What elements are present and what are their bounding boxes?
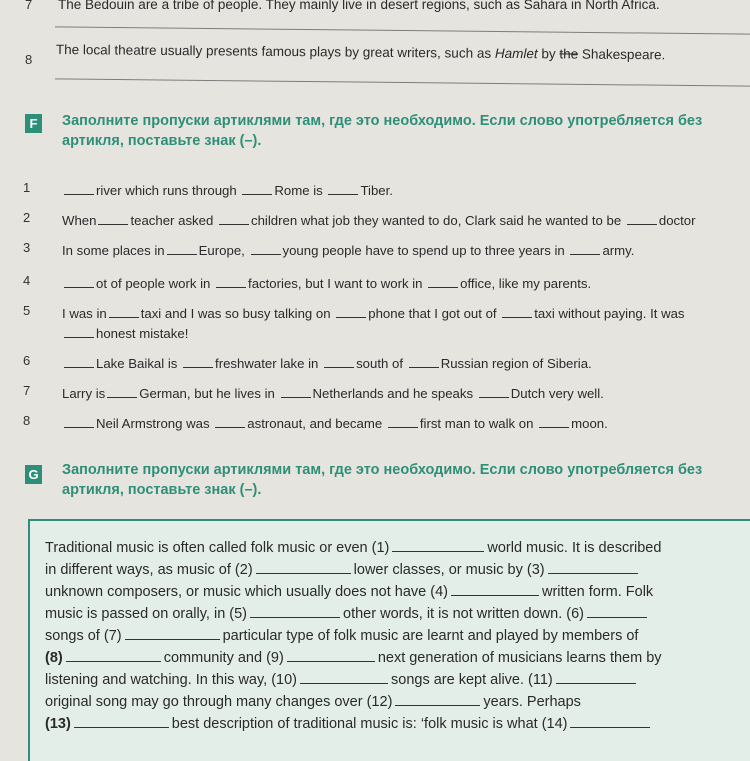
item-number: 7 (23, 383, 31, 398)
text-part: songs are kept alive. (11) (391, 672, 553, 688)
answer-blank[interactable] (125, 638, 220, 640)
answer-blank[interactable] (66, 660, 161, 662)
sentence-part: I was in (62, 306, 107, 321)
sentence-part: doctor (658, 213, 696, 228)
paragraph-line (45, 562, 641, 578)
text-part: (13) (45, 716, 71, 732)
sentence-part: first man to walk on (419, 416, 534, 431)
divider (55, 26, 750, 34)
answer-blank[interactable] (502, 316, 532, 318)
answer-blank[interactable] (287, 660, 375, 662)
sentence-text-continued (62, 323, 188, 345)
section-badge-f: F (25, 114, 42, 133)
text-part: Traditional music is often called folk music or even (1) (45, 540, 390, 556)
answer-blank[interactable] (587, 616, 647, 618)
sentence-part: ot of people work in (96, 276, 211, 291)
sentence-part: honest mistake! (96, 326, 189, 341)
title-line: артикля, поставьте знак (–). (62, 482, 262, 498)
sentence-text (62, 273, 591, 295)
sentence-part: Tiber. (360, 183, 393, 198)
answer-blank[interactable] (215, 426, 245, 428)
answer-blank[interactable] (281, 396, 311, 398)
sentence-part: German, but he lives in (139, 386, 275, 401)
text-part: listening and watching. In this way, (10) (45, 672, 298, 688)
sentence-part: south of (356, 356, 404, 371)
sentence-part: by (537, 46, 560, 62)
text-part: years. Perhaps (483, 694, 581, 710)
answer-blank[interactable] (300, 682, 388, 684)
answer-blank[interactable] (556, 682, 636, 684)
answer-blank[interactable] (109, 316, 139, 318)
sentence-text (62, 353, 592, 375)
text-part: written form. Folk (541, 584, 654, 600)
sentence-part: The local theatre usually presents famous plays by great writers, such as (55, 42, 495, 61)
text-part: in different ways, as music of (2) (45, 562, 253, 578)
answer-blank[interactable] (428, 286, 458, 288)
sentence-part: factories, but I want to work in (248, 276, 423, 291)
sentence-text (56, 42, 665, 62)
text-part: lower classes, or music by (3) (353, 562, 545, 578)
sentence-text (62, 240, 634, 262)
answer-blank[interactable] (395, 704, 480, 706)
answer-blank[interactable] (64, 286, 94, 288)
sentence-part: Hamlet (494, 45, 538, 62)
sentence-text (62, 180, 393, 202)
item-number: 1 (23, 180, 31, 195)
answer-blank[interactable] (251, 253, 281, 255)
answer-blank[interactable] (64, 426, 94, 428)
sentence-part: When (62, 213, 97, 228)
text-part: community and (9) (163, 650, 284, 666)
sentence-part: Lake Baikal is (96, 356, 178, 371)
title-line: артикля, поставьте знак (–). (62, 133, 262, 149)
answer-blank[interactable] (548, 572, 638, 574)
answer-blank[interactable] (256, 572, 351, 574)
paragraph-line (45, 650, 662, 666)
title-line: Заполните пропуски артиклями там, где это необходимо. Если слово употребляется без (62, 462, 703, 478)
answer-blank[interactable] (324, 366, 354, 368)
item-number: 4 (23, 273, 31, 288)
paragraph-line (45, 672, 639, 688)
sentence-part: phone that I got out of (368, 306, 497, 321)
sentence-text (62, 210, 696, 232)
paragraph-line (45, 584, 653, 600)
paragraph-line (45, 540, 661, 556)
item-number: 2 (23, 210, 31, 225)
item-number: 8 (25, 52, 33, 67)
answer-blank[interactable] (98, 223, 128, 225)
answer-blank[interactable] (539, 426, 569, 428)
answer-blank[interactable] (167, 253, 197, 255)
sentence-part: Dutch very well. (510, 386, 604, 401)
sentence-part: teacher asked (130, 213, 214, 228)
paragraph-line (45, 606, 650, 622)
answer-blank[interactable] (336, 316, 366, 318)
item-number: 8 (23, 413, 31, 428)
answer-blank[interactable] (242, 193, 272, 195)
sentence-part: river which runs through (96, 183, 237, 198)
answer-blank[interactable] (64, 366, 94, 368)
sentence-text: The Bedouin are a tribe of people. They mainly live in desert regions, such as Sahara in North Africa. (58, 0, 660, 12)
paragraph-line (45, 716, 653, 732)
sentence-text (62, 383, 604, 405)
text-part: songs of (7) (45, 628, 122, 644)
title-line: Заполните пропуски артиклями там, где это необходимо. Если слово употребляется без (62, 113, 703, 129)
answer-blank[interactable] (409, 366, 439, 368)
section-f-title (62, 111, 750, 151)
paragraph-line (45, 694, 581, 710)
sentence-part: taxi without paying. It was (534, 306, 685, 321)
answer-blank[interactable] (183, 366, 213, 368)
item-number: 6 (23, 353, 31, 368)
sentence-part: taxi and I was so busy talking on (140, 306, 331, 321)
section-badge-g: G (25, 465, 42, 484)
text-part: music is passed on orally, in (5) (45, 606, 248, 622)
answer-blank[interactable] (451, 594, 539, 596)
text-part: other words, it is not written down. (6) (343, 606, 584, 622)
answer-blank[interactable] (392, 550, 484, 552)
sentence-part: Rome is (274, 183, 323, 198)
answer-blank[interactable] (250, 616, 340, 618)
answer-blank[interactable] (627, 223, 657, 225)
sentence-part: In some places in (62, 243, 165, 258)
text-part: unknown composers, or music which usually does not have (4) (45, 584, 448, 600)
answer-blank[interactable] (479, 396, 509, 398)
sentence-part: Europe, (198, 243, 245, 258)
answer-blank[interactable] (219, 223, 249, 225)
answer-blank[interactable] (388, 426, 418, 428)
sentence-part: Shakespeare. (578, 46, 666, 63)
item-number: 7 (25, 0, 33, 12)
sentence-part: Neil Armstrong was (96, 416, 210, 431)
section-g-title (62, 460, 750, 500)
sentence-part: moon. (571, 416, 608, 431)
paragraph-line (45, 628, 638, 644)
answer-blank[interactable] (64, 193, 94, 195)
sentence-part: Netherlands and he speaks (312, 386, 474, 401)
text-part: (8) (45, 650, 63, 666)
sentence-part: astronaut, and became (247, 416, 383, 431)
answer-blank[interactable] (216, 286, 246, 288)
answer-blank[interactable] (328, 193, 358, 195)
sentence-part: Russian region of Siberia. (440, 356, 592, 371)
answer-blank[interactable] (64, 336, 94, 338)
answer-blank[interactable] (74, 726, 169, 728)
text-part: particular type of folk music are learnt and played by members of (222, 628, 639, 644)
answer-blank[interactable] (107, 396, 137, 398)
answer-blank[interactable] (570, 253, 600, 255)
sentence-part: Larry is (62, 386, 106, 401)
text-part: best description of traditional music is: ‘folk music is what (14) (171, 716, 568, 732)
sentence-part: office, like my parents. (460, 276, 592, 291)
sentence-part: young people have to spend up to three years in (282, 243, 565, 258)
sentence-text (62, 303, 685, 325)
text-part: original song may go through many changes over (12) (45, 694, 393, 710)
divider (55, 78, 750, 86)
sentence-part: children what job they wanted to do, Clark said he wanted to be (250, 213, 622, 228)
text-part: world music. It is described (487, 540, 662, 556)
item-number: 5 (23, 303, 31, 318)
sentence-text (62, 413, 608, 435)
sentence-part: freshwater lake in (215, 356, 319, 371)
sentence-part: the (559, 46, 579, 62)
answer-blank[interactable] (570, 726, 650, 728)
text-part: next generation of musicians learns them by (377, 650, 662, 666)
item-number: 3 (23, 240, 31, 255)
sentence-part: army. (602, 243, 635, 258)
